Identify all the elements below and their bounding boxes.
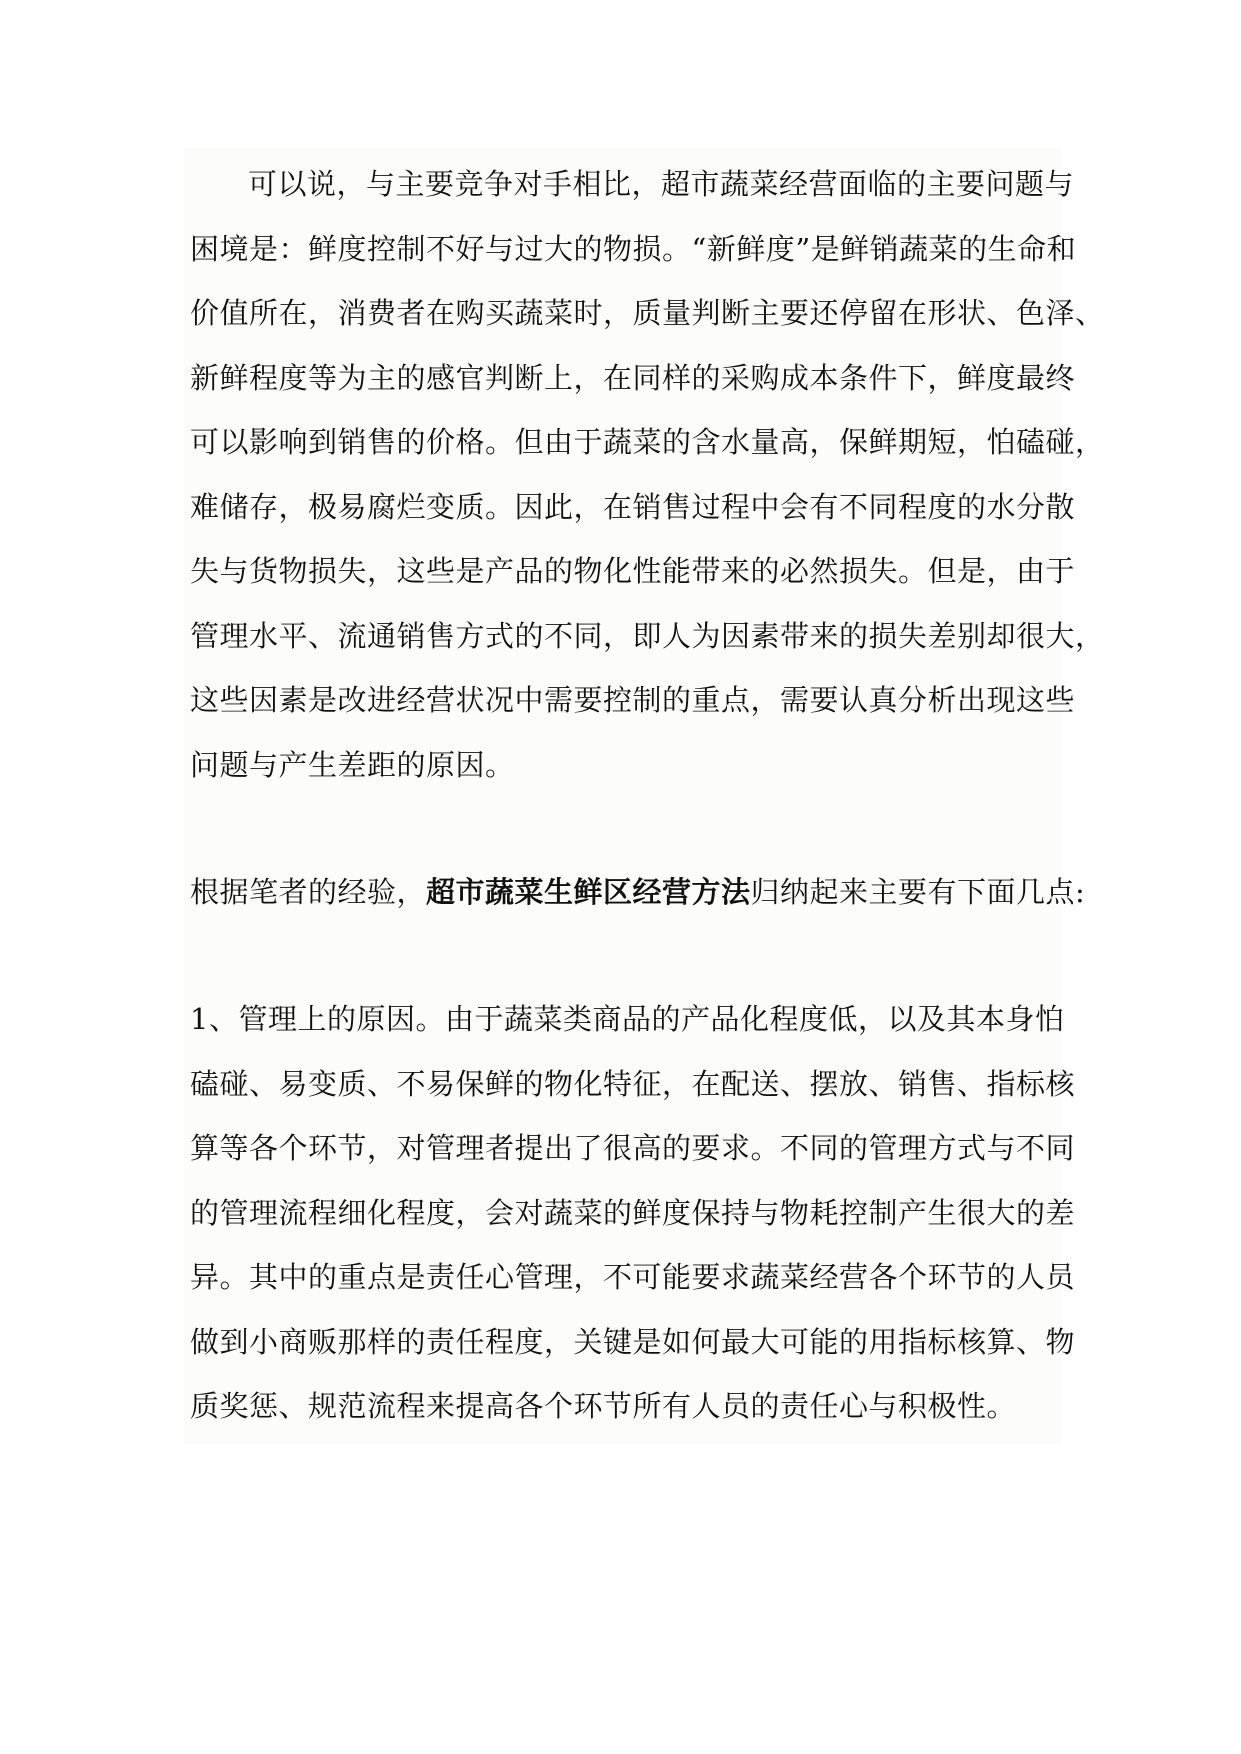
paragraph1-line-5: 可以影响到销售的价格。但由于蔬菜的含水量高，保鲜期短，怕磕碰，	[190, 425, 1105, 459]
paragraph2-prefix: 根据笔者的经验，	[190, 875, 427, 909]
paragraph3-line-1: 1、管理上的原因。由于蔬菜类商品的产品化程度低，以及其本身怕	[190, 1002, 1065, 1036]
paragraph1-line-4: 新鲜程度等为主的感官判断上，在同样的采购成本条件下，鲜度最终	[190, 361, 1076, 395]
paragraph2	[190, 872, 1085, 912]
paragraph1-line-6: 难储存，极易腐烂变质。因此，在销售过程中会有不同程度的水分散	[190, 490, 1076, 524]
paragraph1-line-2: 困境是：鲜度控制不好与过大的物损。“新鲜度”是鲜销蔬菜的生命和	[190, 232, 1077, 266]
paragraph1-line-1: 可以说，与主要竞争对手相比，超市蔬菜经营面临的主要问题与	[248, 167, 1075, 201]
paragraph1-line-3: 价值所在，消费者在购买蔬菜时，质量判断主要还停留在形状、色泽、	[190, 296, 1105, 330]
paragraph3-line-4: 的管理流程细化程度，会对蔬菜的鲜度保持与物耗控制产生很大的差	[190, 1196, 1076, 1230]
paragraph1-line-10: 问题与产生差距的原因。	[190, 748, 515, 782]
paragraph3-line-5: 异。其中的重点是责任心管理，不可能要求蔬菜经营各个环节的人员	[190, 1260, 1076, 1294]
paragraph1-line-9: 这些因素是改进经营状况中需要控制的重点，需要认真分析出现这些	[190, 683, 1076, 717]
paragraph1-line-7: 失与货物损失，这些是产品的物化性能带来的必然损失。但是，由于	[190, 554, 1076, 588]
paragraph3-line-2: 磕碰、易变质、不易保鲜的物化特征，在配送、摆放、销售、指标核	[190, 1067, 1076, 1101]
paragraph3-line-6: 做到小商贩那样的责任程度，关键是如何最大可能的用指标核算、物	[190, 1325, 1076, 1359]
document-text-block	[184, 148, 1105, 1444]
paragraph3-line-3: 算等各个环节，对管理者提出了很高的要求。不同的管理方式与不同	[190, 1131, 1076, 1165]
paragraph2-bold-keyword: 超市蔬菜生鲜区经营方法	[426, 875, 751, 909]
paragraph3-line-7: 质奖惩、规范流程来提高各个环节所有人员的责任心与积极性。	[190, 1389, 1017, 1423]
paragraph2-suffix: 归纳起来主要有下面几点:	[750, 875, 1086, 909]
paragraph1-line-8: 管理水平、流通销售方式的不同，即人为因素带来的损失差别却很大，	[190, 619, 1105, 653]
